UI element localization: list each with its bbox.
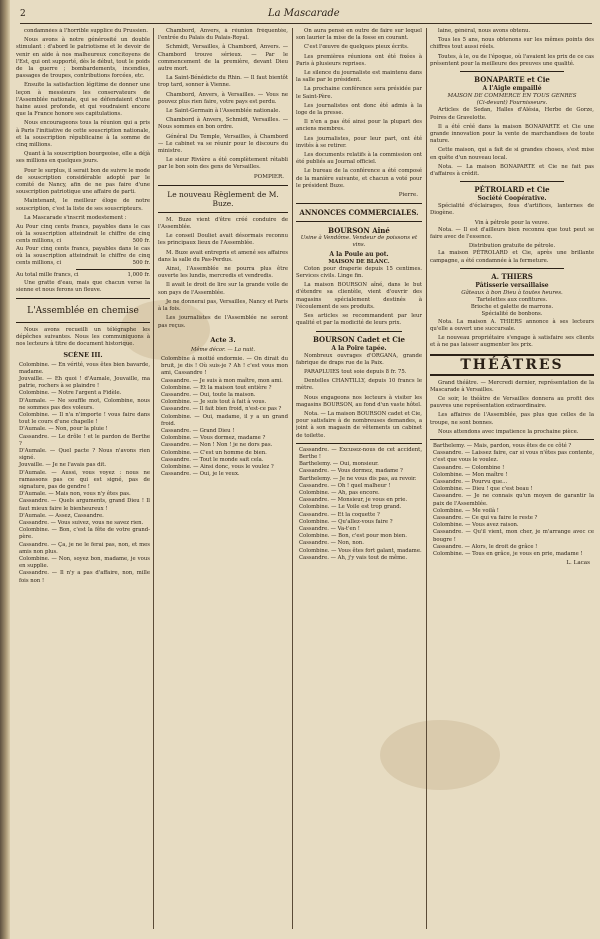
ad-text: Cette maison, qui a fait de si grandes choses, s'est mise en quête d'un nouveau local. [430,147,594,161]
signature: Pierre. [398,192,418,199]
paragraph: Ce soir, le théâtre de Versailles donnera au profit des pauvres une représentation extraordinaire. [430,395,594,410]
total-rule [76,269,150,270]
section-divider [430,439,594,440]
ad-company-name: A. THIERS [491,271,533,281]
column-3 [296,28,422,929]
dialogue-line: Cassandre. — Monsieur, je vous en prie. [299,497,408,504]
signature: L. Lacas [566,560,590,567]
dialogue-line: Jouvaille. — Je ne l'avais pas dit. [19,462,107,469]
column-rule [153,28,154,929]
paragraph: Une gratte d'eau, mais que chacun verse la sienne et nous ferons un fleuve. [16,279,150,293]
paragraph: La Saint-Bénédicte du Rhin. — Il faut bientôt trop tard, sonner à Vienne. [158,75,288,89]
paragraph: Nous avons à notre générosité un double stimulant : d'abord le patriotisme et le devoir de venir en aide à nos malheureux concitoyens de l'Est, qui ont supporté, dès le début, tout le poids de la guerre ; bombardements, incendies, passages de troupes, contributions forcées, etc. [16,37,150,80]
paragraph: Il n'en a pas été ainsi pour la plupart des anciens membres. [296,119,422,133]
paragraph: Le conseil Douliet avait désormais reconnu les principaux lieux de l'Assemblée. [158,233,288,247]
dialogue-line: Colombine. — Non, soyez bon, madame, je vous en supplie. [19,556,150,570]
ad-tagline: A la Poire tapée. [331,344,387,352]
paragraph: C'est l'œuvre de quelques pieux écrits. [304,44,409,51]
section-title: L'Assemblée en chemise [27,305,139,316]
dialogue-line: Colombine. — Je suis tout à fait à vous. [161,399,267,406]
dialogue-line: Cassandre. — Le drôle ! et le pardon de Berthe ? [19,433,150,447]
paragraph: Ensuite la satisfaction légitime de donner une leçon à messieurs les conservateurs de l'Assemblée nationale, qui se défendaient d'une haine aussi profonde, et qui voudraient encore que la France honore ses capitulations. [16,82,150,118]
paragraph: condamnées à l'horrible supplice du Prussien. [24,28,148,34]
subscription-intro: La Mascarade s'inscrit modestement : [24,214,127,221]
dialogue-line: Colombine. — Bon, c'est pour mon bien. [299,533,407,540]
dialogue-line: Colombine. — Bon, c'est la fête de votre grand-père. [19,527,150,541]
paragraph: Nous encourageons tous la réunion qui a pris à Paris l'initiative de cette souscription nationale, et la souscription républicaine à la somme de cinq millions. [16,120,150,149]
dialogue-line: Barthelemy. — Je ne vous dis pas, au revoir. [299,475,417,482]
ad-divider [460,181,564,182]
ad-tagline: Pâtisserie versaillaise [475,281,549,289]
ad-divider [460,71,564,72]
section-title: Le nouveau Règlement de M. Buze. [167,189,279,208]
ad-tagline: A la Poule au pot. [329,250,389,258]
ad-text: Articles de Sedan, Halles d'Alésia, Herbe de Gorze, Poires de Gravelotte. [430,107,594,121]
ad-text: Nota. — La maison BOURSON cadet et Cie, pour satisfaire à de nombreuses demandes, a joint à son magasin de vêtements un cabinet de toilette. [296,410,422,439]
page-number: 2 [20,9,26,19]
section-divider [296,443,422,444]
paragraph: Les documents relatifs à la commission ont été publiés au Journal officiel. [296,152,422,166]
dialogue-line: Barthelemy. — Oui, monsieur. [299,461,379,468]
section-header-box [16,298,150,323]
paragraph: Tous les 5 ans, nous obtenons sur les mêmes points des chiffres tout aussi réels. [430,37,594,51]
ad-house: MAISON DE BLANC. [328,258,390,265]
masthead [20,8,592,24]
dialogue-line: Cassandre. — Vous suivez, vous ne savez rien. [19,519,144,526]
dialogue-line: Colombine. — Ainsi donc, vous le voulez ? [161,463,274,470]
dialogue-line: Cassandre. — Je ne connais qu'un moyen de garantir la paix de l'Assemblée. [433,493,594,507]
dialogue-line: Colombine. — Il n'a n'importe ! vous faire dans tout le cours d'une chapelle ! [19,411,150,426]
act-setting: Même décor. — La nuit. [190,346,256,353]
paragraph: Chambord à Anvers, Schmidt, Versailles. — Nous sommes en bon ordre. [158,117,288,131]
paragraph: Nous attendons avec impatience la prochaine pièce. [438,428,579,435]
ad-tagline: A l'Aigle empaillé [482,85,542,93]
ad-text: Vin à pétrole pour la veuve. [474,219,550,226]
dialogue-line: Cassandre. — Tout le monde sait cela. [161,456,264,463]
dialogue-line: Cassandre. — Ça, je ne le ferai pas, non, et mes amis non plus. [19,541,150,555]
theatres-title: THÉÂTRES [430,354,594,376]
ad-subtitle: Gâteaux à bon Dieu à toutes heures. [461,289,563,296]
ad-subtitle: (Ci-devant) Fournisseurs. [476,100,548,107]
subscription-entry [16,246,150,268]
subscription-label: Au Pour cinq cents francs, payables dans le cas où la souscription atteindrait le chiffre de cinq cents millions, ci [16,245,150,267]
section-header-box [158,185,288,213]
paragraph: Quant à la souscription bourgeoise, elle a déjà ses millions en quelques jours. [16,151,150,165]
ad-company-name: PÉTROLARD et Cie [474,185,550,195]
paragraph: On aura pensé en outre de faire sur lequel son laurier la mise de la fosse en courant. [296,28,422,42]
paragraph: laine, général, nous avons obtenu. [438,28,531,34]
column-4 [430,28,594,929]
paragraph: M. Buze avait entrepris et amené ses affaires dans la salle du Pas-Perdus. [158,249,288,263]
subscription-entry [16,224,150,246]
signature: POMPIER. [253,173,284,180]
dialogue-line: D'Aumale. — Non, pour la pluie ! [19,426,108,433]
ad-text: Dentelles CHANTILLY, depuis 10 francs le mètre. [296,378,422,392]
ad-divider [316,331,402,332]
paragraph: Ainsi, l'Assemblée ne pourra plus être ouverte les lundis, mercredis et vendredis. [158,266,288,280]
dialogue-line: Cassandre. — Il n'y a pas d'affaire, non, mille fois non ! [19,570,150,584]
dialogue-line: Cassandre. — Oui, toute la maison. [161,391,256,398]
paragraph: Je ne donnerai pas, Versailles, Nancy et Paris à la fois. [158,298,288,313]
paragraph: Les journalistes ont donc été admis à la loge de la presse. [296,102,422,117]
dialogue-line: D'Aumale. — Assez, Cassandre. [19,512,104,519]
ad-tagline: Société Coopérative. [477,195,547,203]
dialogue-line: Cassandre. — Oui, je le veux. [161,471,240,478]
dialogue-line: Colombine. — Vous êtes fort galant, madame. [299,547,422,554]
dialogue-line: Colombine. — Ah, pas encore. [299,489,380,496]
dialogue-line: D'Aumale. — Aussi, vous voyez : nous ne ramassons pas ce qui est signé, pas de signature, pas de gendre ! [19,469,150,490]
paragraph: Grand théâtre. — Mercredi dernier, représentation de la Mascarade à Versailles. [430,379,594,393]
paragraph: Toutes, à le, ou de l'époque, où l'avaient les prix de ce cas présentent pour la meilleure des preuves une qualité. [430,53,594,67]
dialogue-line: Cassandre. — Et la coquette ? [299,511,380,518]
ad-text: Nombreux ouvrages d'ORGANA, grande fabrique de draps rue de la Paix. [296,352,422,366]
ad-company-name: BOURSON Aîné [328,226,390,236]
subscription-label: Au Pour cinq cents francs, payables dans le cas où la souscription atteindrait le chiffre de cinq cents millions, ci [16,224,150,245]
paragraph: Le bureau de la conférence a été composé de la manière suivante, et chacun a voté pour le président Buze. [296,168,422,189]
dialogue-line: Colombine. — Oui, madame, il y a un grand froid. [161,413,288,427]
dialogue-line: Colombine. — Vous avez raison. [433,522,519,529]
dialogue-line: Cassandre. — Ce qui va faire le reste ? [433,514,538,521]
dialogue-line: Colombine. — Notre l'argent a Fidèle. [19,390,122,397]
column-1 [16,28,150,929]
paragraph: Il avait le droit de lire sur la grande voile de son pays de l'Assemblée. [158,282,288,296]
paragraph: Les journalistes, pour leur part, ont été invités à se retirer. [296,135,422,149]
scene-title: SCÈNE III. [63,350,103,359]
dialogue-line: Colombine. — C'est un homme de bien. [161,449,267,456]
dialogue-line: Cassandre. — Oh ! quel malheur ! [299,482,391,489]
act-title: Acte 3. [210,335,236,344]
dialogue-line: Cassandre. — Colombine ! [433,464,505,471]
ad-text: Le nouveau propriétaire s'engage à satisfaire ses clients et à ne pas laisser augmenter les prix. [430,335,594,349]
column-rule [426,28,427,929]
dialogue-line: Colombine. — Qu'allez-vous faire ? [299,518,393,525]
ad-text: Distribution gratuite de pétrole. [468,243,556,250]
paragraph: Schmidt, Versailles, à Chambord, Anvers. — Chambord trouve sérieux. — Par le commencement de la première, devant Dieu autre mort. [158,44,288,73]
subscription-total [16,272,150,279]
ad-subtitle: Usine à Vendôme. Vendeur de poissons et vins. [300,235,418,249]
paragraph: Général Du Temple, Versailles, à Chambord — Le cabinet va se réunir pour le discours du ministre. [158,133,288,155]
dialogue-line: Cassandre. — Excusez-nous de cet accident, Berthe ! [299,446,422,460]
paragraph: Le sieur Rivière a été complètement rétabli par le bon soin des gens de Versailles. [158,157,288,171]
paragraph: M. Buze vient d'être créé conduire de l'Assemblée. [158,216,288,231]
dialogue-line: Cassandre. — Non, non. [299,540,364,547]
dialogue-line: D'Aumale. — Quel pacte ? Nous n'avons rien signé. [19,447,150,462]
dialogue-line: Cassandre. — Grand Dieu ! [161,427,235,434]
page-binding-shadow [0,0,10,939]
dialogue-line: Colombine. — Me voilà ! [433,507,499,514]
paragraph: Les affaires de l'Assemblée, pas plus que celles de la troupe, ne sont bonnes. [430,412,594,426]
total-label: Au total mille francs, ci [16,272,79,279]
paragraph: Le Saint-Germain à l'Assemblée nationale. [166,108,281,115]
ad-text: Ses articles se recommandent par leur qualité et par la modicité de leurs prix. [296,313,422,327]
dialogue-line: Cassandre. — Ah, j'y vais tout de même. [299,554,407,561]
paragraph: La prochaine conférence sera présidée par le Saint-Père. [296,86,422,100]
dialogue-line: Colombine. — Le Voile est trop grand. [299,504,402,511]
ads-title: ANNONCES COMMERCIALES. [299,208,419,218]
dialogue-line: Colombine. — Dieu ! que c'est beau ! [433,486,533,493]
ad-text: La maison PÉTROLARD et Cie, après une brillante campagne, a été condamnée à la fermeture. [430,250,594,264]
dialogue-line: Cassandre. — Je suis à mon maître, mon ami. [161,377,283,384]
dialogue-line: Cassandre. — Laissez faire, car si vous n'êtes pas contente, c'est que vous le voulez. [433,450,594,464]
ad-text: Coton pour draperie depuis 15 centimes. Services civils. Linge fin. [296,265,422,280]
column-2 [158,28,288,929]
dialogue-line: Cassandre. — Pourvu que... [433,478,508,485]
dialogue-line: Colombine. — Tous en grâce, je vous en prie, madame ! [433,550,583,557]
dialogue-line: Colombine. — Et la maison tout entière ? [161,384,272,391]
ad-text: Nous engageons nos lecteurs à visiter les magasins BOURSON, au fond d'un vaste hôtel. [296,394,422,408]
dialogue-line: Colombine. — Mon maître ! [433,471,508,478]
ad-text: Brioche et galette de marrons. [470,304,554,311]
dialogue-line: Cassandre. — Non ! Non ! je ne dors pas. [161,442,273,449]
ad-text: Tartelettes aux confitures. [476,297,548,304]
ad-text: PARAPLUIES tout soie depuis 8 fr. 75. [304,368,407,375]
dialogue-line: Jouvaille. — Eh quoi ! d'Aumale, Jouvaille, ma patrie, rochers à se plaindre ! [19,375,150,390]
dialogue-line: Cassandre. — Va-t'en ! [299,525,360,532]
dialogue-line: Cassandre. — Quels arguments, grand Dieu ! Il faut mieux faire le bienheureux ! [19,498,150,512]
paragraph: Le silence du journaliste est maintenu dans la salle par le président. [296,70,422,84]
ad-divider [460,268,564,269]
ad-text: Nota. La maison A. THIERS annonce à ses lecteurs qu'elle a ouvert une succursale. [430,318,594,332]
paragraph: Chambord, Anvers, à Versailles. — Vous ne pouvez plus rien faire, votre pays est perdu. [158,91,288,105]
dialogue-line: Colombine. — En vérité, vous êtes bien bavarde, madame. [19,361,150,375]
ad-text: Nota. — Il est d'ailleurs bien reconnu que tout peut se faire avec de l'essence. [430,226,594,241]
paragraph: Nous avons recueilli un télégraphe les dépêches suivantes. Nous les communiquons à nos lecteurs à titre de document historique. [16,326,150,348]
ad-text: Spécialité d'éclairages, fous d'artifices, lanternes de Diogène. [430,203,594,217]
subscription-amount: 500 fr. [132,238,150,245]
ad-company-name: BOURSON Cadet et Cie [313,334,405,344]
dialogue-line: Colombine à moitié endormie. — On dirait du bruit, je dis ! Où suis-je ? Ah ! c'est vous mon ami, Cassandre ! [161,355,288,377]
dialogue-line: Barthelemy. — Mais, pardon, vous êtes de ce côté ? [433,442,572,449]
ad-subtitle: MAISON DE COMMERCE EN TOUS GENRES [447,93,577,100]
paragraph: Les journalistes de l'Assemblée ne seront pas reçus. [158,315,288,329]
dialogue-line: Cassandre. — Qu'il vient, mon cher, je m'arrange avec ce bougre ! [433,529,594,543]
ads-header-box [296,203,422,222]
newspaper-title: La Mascarade [267,8,340,19]
dialogue-line: Colombine. — Vous dormez, madame ? [161,435,266,442]
paragraph: Pour le surplus, il serait bon de suivre le mode de souscription considérable adopté par le comité de Nancy, afin de ne pas faire d'une souscription patriotique une affaire de parti. [16,167,150,196]
dialogue-line: D'Aumale. — Mais non, vous n'y êtes pas. [19,491,131,498]
paragraph: Chambord, Anvers, à réunion fréquentée, l'entrée du Palais du Palais-Royal. [158,28,288,42]
ad-text: Il a été créé dans la maison BONAPARTE et Cie une grande innovation pour la vente de marchandises de toute nature. [430,123,594,145]
dialogue-line: Cassandre. — Il fait bien froid, n'est-ce pas ? [161,406,282,413]
column-rule [292,28,293,929]
paragraph: Les premières réunions ont été fixées à Paris à plusieurs reprises. [296,53,422,67]
total-amount: 1,000 fr. [127,272,150,279]
paragraph: Maintenant, le meilleur éloge de notre souscription, c'est la liste de ses souscripteurs. [16,198,150,212]
ad-text: Nota. — La maison BONAPARTE et Cie ne fait pas d'affaires à crédit. [430,163,594,178]
ad-text: Spécialité de bonbons. [481,311,543,318]
dialogue-line: D'Aumale. — Ne souffle mot, Colombine, nous ne sommes pas des voleurs. [19,397,150,411]
dialogue-line: Cassandre. — Vous dormez, madame ? [299,468,403,475]
ad-company-name: BONAPARTE et Cie [474,75,550,85]
ad-text: La maison BOURSON aîné, dans le but d'étendre sa clientèle, vient d'ouvrir des magasins spécialement destinés à l'écoulement de ses produits. [296,282,422,310]
subscription-amount: 500 fr. [132,260,150,267]
dialogue-line: Cassandre. — Alors, le droit de grâce ! [433,543,538,550]
